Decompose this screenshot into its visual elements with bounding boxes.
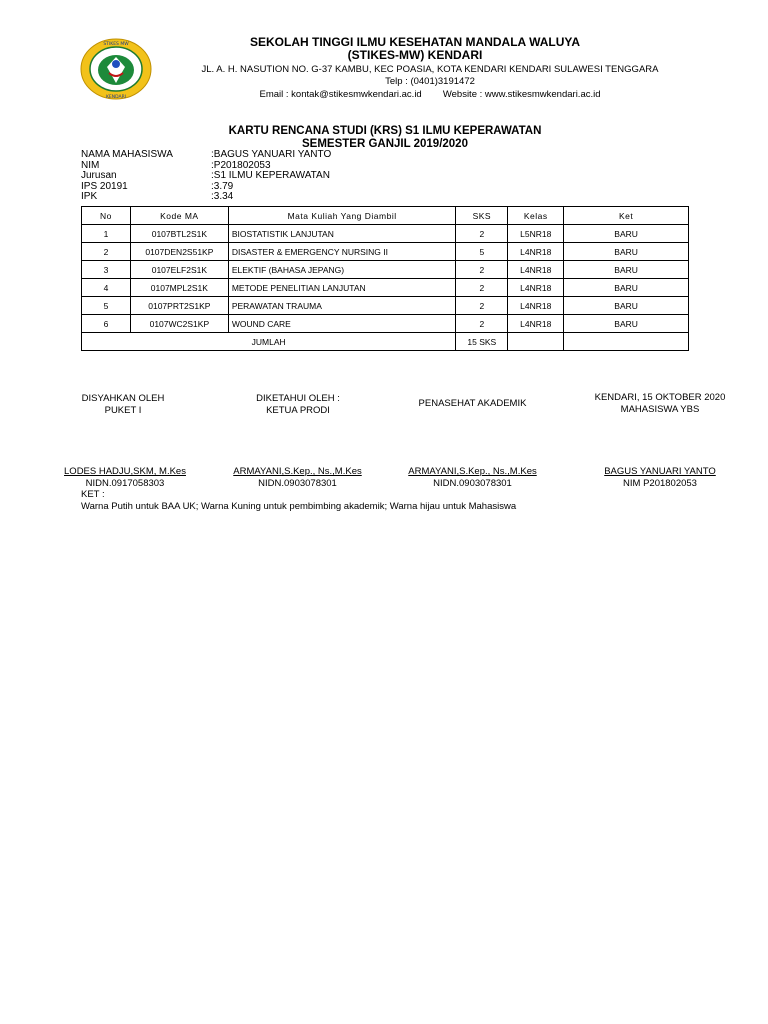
institution-contact: Email : kontak@stikesmwkendari.ac.id Website : www.stikesmwkendari.ac.id <box>259 89 601 100</box>
cell-no: 6 <box>82 315 131 333</box>
col-header-mata-kuliah: Mata Kuliah Yang Diambil <box>228 207 456 225</box>
cell-ket: BARU <box>564 315 689 333</box>
note-label: KET : <box>81 489 105 500</box>
sig-mhs-name: BAGUS YANUARI YANTO <box>604 466 716 477</box>
cell-kelas: L4NR18 <box>508 315 564 333</box>
sig-role-line: MAHASISWA YBS <box>620 404 700 415</box>
col-header-kode: Kode MA <box>130 207 228 225</box>
krs-title: KARTU RENCANA STUDI (KRS) S1 ILMU KEPERAWATAN <box>228 125 542 137</box>
cell-no: 1 <box>82 225 131 243</box>
cell-kelas: L4NR18 <box>508 243 564 261</box>
sig-pa-nidn: NIDN.0903078301 <box>433 478 512 489</box>
cell-kode: 0107DEN2S51KP <box>130 243 228 261</box>
info-value: :3.34 <box>211 191 234 202</box>
cell-kode: 0107BTL2S1K <box>130 225 228 243</box>
sig-role-line: PENASEHAT AKADEMIK <box>418 398 527 409</box>
sig-kaprodi-role <box>233 393 363 417</box>
sig-role-line: KETUA PRODI <box>266 405 330 416</box>
cell-kelas: L4NR18 <box>508 261 564 279</box>
cell-kode: 0107WC2S1KP <box>130 315 228 333</box>
sig-kaprodi-nidn: NIDN.0903078301 <box>258 478 337 489</box>
institution-logo <box>79 37 153 101</box>
svg-text:STIKES MW: STIKES MW <box>103 42 129 47</box>
table-header-row <box>82 207 689 225</box>
sig-puket-name: LODES HADJU,SKM, M.Kes <box>64 466 186 477</box>
table-row <box>82 315 689 333</box>
cell-mata-kuliah: WOUND CARE <box>228 315 456 333</box>
table-total-row <box>82 333 689 351</box>
col-header-sks: SKS <box>456 207 508 225</box>
cell-ket: BARU <box>564 297 689 315</box>
total-sks: 15 SKS <box>456 333 508 351</box>
institution-address: JL. A. H. NASUTION NO. G-37 KAMBU, KEC POASIA, KOTA KENDARI KENDARI SULAWESI TENGGARA <box>201 64 659 75</box>
cell-mata-kuliah: PERAWATAN TRAUMA <box>228 297 456 315</box>
institution-abbrev: (STIKES-MW) KENDARI <box>347 48 483 62</box>
sig-kaprodi-name: ARMAYANI,S.Kep., Ns.,M.Kes <box>233 466 362 477</box>
cell-ket: BARU <box>564 225 689 243</box>
sig-role-line: DIKETAHUI OLEH : <box>256 393 340 404</box>
institution-phone: Telp : (0401)3191472 <box>385 76 475 87</box>
table-row <box>82 225 689 243</box>
cell-ket: BARU <box>564 243 689 261</box>
note-text: Warna Putih untuk BAA UK; Warna Kuning untuk pembimbing akademik; Warna hijau untuk Mahasiswa <box>81 501 517 512</box>
info-label: Jurusan <box>81 170 117 181</box>
student-ipk-row <box>81 192 411 203</box>
info-label: IPK <box>81 191 98 202</box>
cell-sks: 5 <box>456 243 508 261</box>
info-value: :3.79 <box>211 180 234 192</box>
info-label: NAMA MAHASISWA <box>81 149 173 160</box>
sig-puket-role <box>58 393 188 417</box>
sig-role-line: PUKET I <box>104 405 142 416</box>
cell-sks: 2 <box>456 279 508 297</box>
sig-role-line: DISYAHKAN OLEH <box>81 393 165 404</box>
cell-empty <box>564 333 689 351</box>
total-label: JUMLAH <box>82 333 456 351</box>
cell-kelas: L4NR18 <box>508 297 564 315</box>
svg-text:KENDARI: KENDARI <box>105 95 127 100</box>
cell-ket: BARU <box>564 279 689 297</box>
cell-kode: 0107ELF2S1K <box>130 261 228 279</box>
cell-sks: 2 <box>456 261 508 279</box>
table-row <box>82 243 689 261</box>
cell-kelas: L4NR18 <box>508 279 564 297</box>
table-row <box>82 297 689 315</box>
info-value: :P201802053 <box>211 159 271 171</box>
cell-sks: 2 <box>456 225 508 243</box>
sig-puket-nidn: NIDN.0917058303 <box>85 478 165 489</box>
student-name-row <box>81 150 411 161</box>
cell-no: 4 <box>82 279 131 297</box>
sig-pa-name: ARMAYANI,S.Kep., Ns.,M.Kes <box>408 466 537 477</box>
info-label: IPS 20191 <box>81 180 128 192</box>
cell-no: 3 <box>82 261 131 279</box>
student-ips-row <box>81 182 411 193</box>
info-value: :BAGUS YANUARI YANTO <box>211 149 332 160</box>
col-header-kelas: Kelas <box>508 207 564 225</box>
cell-mata-kuliah: METODE PENELITIAN LANJUTAN <box>228 279 456 297</box>
cell-ket: BARU <box>564 261 689 279</box>
cell-mata-kuliah: BIOSTATISTIK LANJUTAN <box>228 225 456 243</box>
cell-kode: 0107MPL2S1K <box>130 279 228 297</box>
table-row <box>82 261 689 279</box>
student-info <box>81 150 411 203</box>
sig-pa-role <box>400 398 545 410</box>
course-table <box>81 206 689 351</box>
col-header-no: No <box>82 207 131 225</box>
cell-sks: 2 <box>456 297 508 315</box>
sig-role-line: KENDARI, 15 OKTOBER 2020 <box>594 392 726 403</box>
cell-no: 5 <box>82 297 131 315</box>
cell-no: 2 <box>82 243 131 261</box>
cell-kode: 0107PRT2S1KP <box>130 297 228 315</box>
table-row <box>82 279 689 297</box>
student-jurusan-row <box>81 171 411 182</box>
krs-semester: SEMESTER GANJIL 2019/2020 <box>302 138 468 150</box>
info-label: NIM <box>81 159 100 171</box>
cell-kelas: L5NR18 <box>508 225 564 243</box>
institution-name: SEKOLAH TINGGI ILMU KESEHATAN MANDALA WALUYA <box>250 35 580 49</box>
cell-mata-kuliah: DISASTER & EMERGENCY NURSING II <box>228 243 456 261</box>
cell-sks: 2 <box>456 315 508 333</box>
sig-mhs-nim: NIM P201802053 <box>623 478 697 489</box>
cell-mata-kuliah: ELEKTIF (BAHASA JEPANG) <box>228 261 456 279</box>
sig-mhs-role <box>575 392 745 416</box>
col-header-ket: Ket <box>564 207 689 225</box>
info-value: :S1 ILMU KEPERAWATAN <box>211 170 330 181</box>
cell-empty <box>508 333 564 351</box>
